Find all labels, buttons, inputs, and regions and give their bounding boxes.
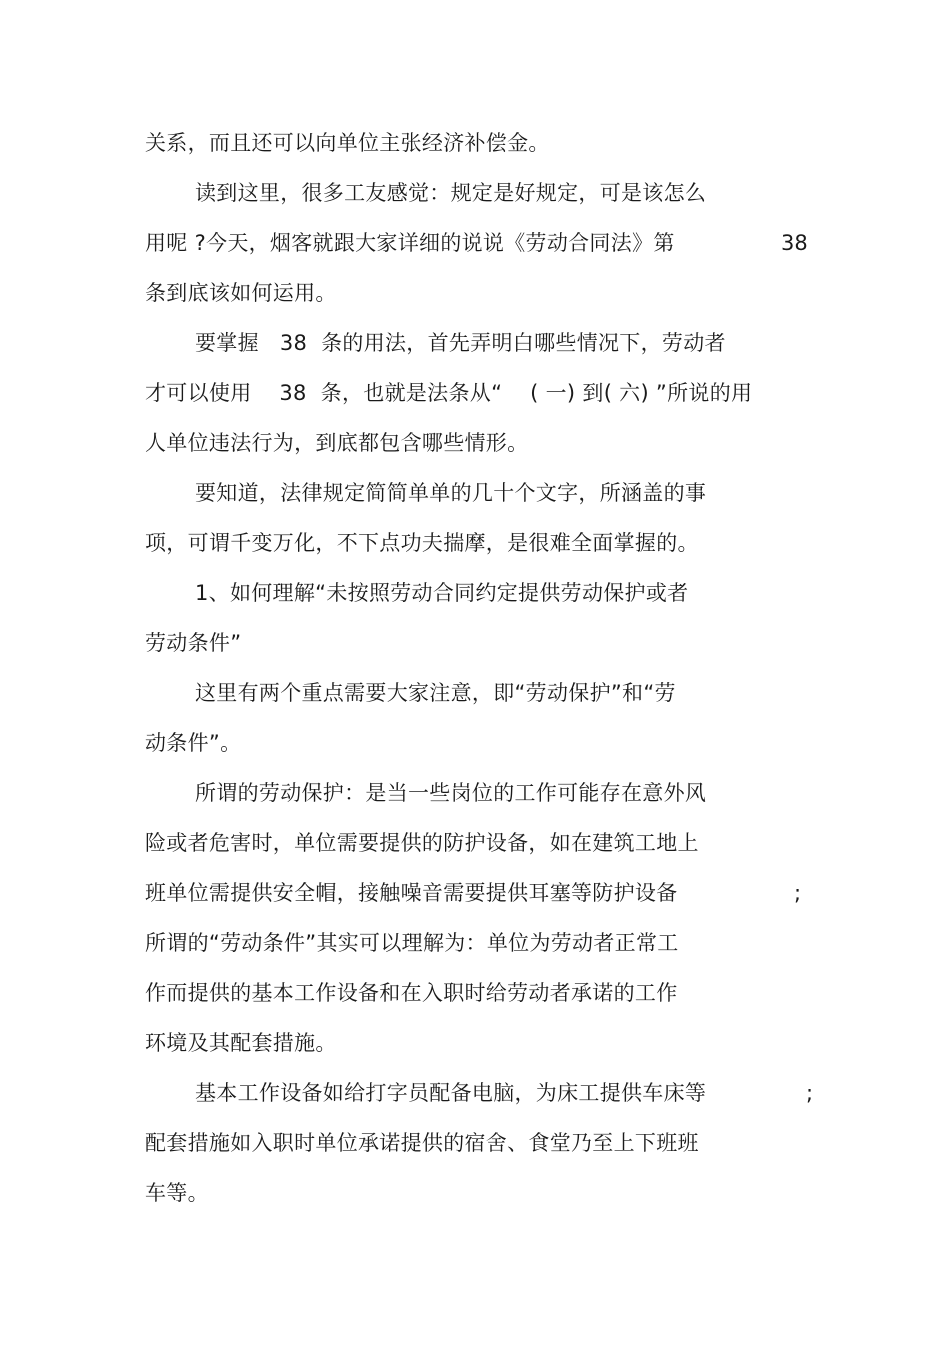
text-line: 项，可谓千变万化，不下点功夫揣摩，是很难全面掌握的。 [145, 531, 699, 555]
text-line: 环境及其配套措施。 [145, 1031, 337, 1055]
text-line: 用呢 ?今天，烟客就跟大家详细的说说《劳动合同法》第 [145, 231, 675, 255]
text-line: 读到这里，很多工友感觉：规定是好规定，可是该怎么 [195, 181, 707, 205]
line-end-semicolon: ; [806, 1081, 814, 1105]
text-line: 所谓的“劳动条件”其实可以理解为：单位为劳动者正常工 [145, 931, 679, 955]
text-line: 要知道，法律规定简简单单的几十个文字，所涵盖的事 [195, 481, 707, 505]
text-line: 人单位违法行为，到底都包含哪些情形。 [145, 431, 529, 455]
text-line: 班单位需提供安全帽，接触噪音需要提供耳塞等防护设备 [145, 881, 678, 905]
line-end-semicolon: ; [794, 881, 802, 905]
line-end-number: 38 [781, 231, 808, 255]
text-line: 条到底该如何运用。 [145, 281, 337, 305]
text-line: 关系，而且还可以向单位主张经济补偿金。 [145, 131, 550, 155]
text-line: 配套措施如入职时单位承诺提供的宿舍、食堂乃至上下班班 [145, 1131, 699, 1155]
text-line: 才可以使用 38 条，也就是法条从“ ( 一) 到( 六) ”所说的用 [145, 381, 753, 405]
text-line: 这里有两个重点需要大家注意，即“劳动保护”和“劳 [195, 681, 676, 705]
section-heading: 劳动条件” [145, 631, 242, 655]
section-heading: 1、如何理解“未按照劳动合同约定提供劳动保护或者 [195, 581, 689, 605]
text-line: 险或者危害时，单位需要提供的防护设备，如在建筑工地上 [145, 831, 699, 855]
text-line: 车等。 [145, 1181, 209, 1205]
text-line: 作而提供的基本工作设备和在入职时给劳动者承诺的工作 [145, 981, 678, 1005]
text-line: 基本工作设备如给打字员配备电脑，为床工提供车床等 [195, 1081, 707, 1105]
text-line: 要掌握 38 条的用法，首先弄明白哪些情况下，劳动者 [195, 331, 726, 355]
text-line: 所谓的劳动保护：是当一些岗位的工作可能存在意外风 [195, 781, 707, 805]
text-line: 动条件”。 [145, 731, 242, 755]
